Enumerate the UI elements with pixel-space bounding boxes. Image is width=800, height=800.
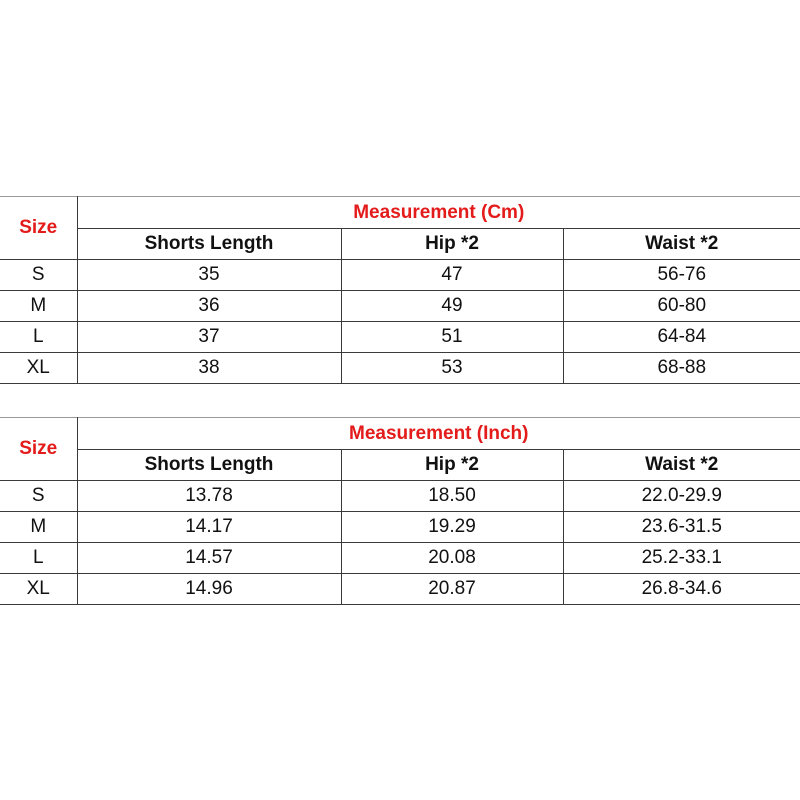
size-header: Size: [0, 418, 77, 481]
table-row: [0, 481, 800, 512]
hip-cell: 51: [341, 322, 563, 353]
hip-cell: 19.29: [341, 512, 563, 543]
table-row: [0, 291, 800, 322]
hip-cell: 18.50: [341, 481, 563, 512]
table-row: [0, 543, 800, 574]
size-cell: S: [0, 481, 77, 512]
shorts-length-cell: 36: [77, 291, 341, 322]
waist-cell: 25.2-33.1: [563, 543, 800, 574]
shorts-length-cell: 14.96: [77, 574, 341, 605]
measurement-title: Measurement (Cm): [77, 197, 800, 229]
waist-cell: 64-84: [563, 322, 800, 353]
waist-cell: 23.6-31.5: [563, 512, 800, 543]
measurement-title: Measurement (Inch): [77, 418, 800, 450]
size-cell: M: [0, 291, 77, 322]
hip-cell: 53: [341, 353, 563, 384]
column-header-row: [0, 229, 800, 260]
size-cell: M: [0, 512, 77, 543]
shorts-length-cell: 13.78: [77, 481, 341, 512]
size-chart-inch: [0, 417, 800, 605]
table-header-row: [0, 197, 800, 229]
waist-cell: 60-80: [563, 291, 800, 322]
shorts-length-cell: 35: [77, 260, 341, 291]
column-header-row: [0, 450, 800, 481]
hip-cell: 47: [341, 260, 563, 291]
column-header-waist: Waist *2: [563, 229, 800, 260]
shorts-length-cell: 14.17: [77, 512, 341, 543]
size-chart-cm: [0, 196, 800, 384]
column-header-shorts-length: Shorts Length: [77, 229, 341, 260]
hip-cell: 49: [341, 291, 563, 322]
size-cell: L: [0, 322, 77, 353]
size-cell: XL: [0, 574, 77, 605]
shorts-length-cell: 38: [77, 353, 341, 384]
table-row: [0, 322, 800, 353]
hip-cell: 20.87: [341, 574, 563, 605]
size-cell: L: [0, 543, 77, 574]
size-cell: S: [0, 260, 77, 291]
waist-cell: 22.0-29.9: [563, 481, 800, 512]
table-row: [0, 574, 800, 605]
size-header: Size: [0, 197, 77, 260]
table-header-row: [0, 418, 800, 450]
shorts-length-cell: 37: [77, 322, 341, 353]
size-cell: XL: [0, 353, 77, 384]
waist-cell: 68-88: [563, 353, 800, 384]
shorts-length-cell: 14.57: [77, 543, 341, 574]
column-header-shorts-length: Shorts Length: [77, 450, 341, 481]
hip-cell: 20.08: [341, 543, 563, 574]
column-header-waist: Waist *2: [563, 450, 800, 481]
column-header-hip: Hip *2: [341, 229, 563, 260]
waist-cell: 56-76: [563, 260, 800, 291]
table-row: [0, 260, 800, 291]
table-row: [0, 512, 800, 543]
column-header-hip: Hip *2: [341, 450, 563, 481]
waist-cell: 26.8-34.6: [563, 574, 800, 605]
table-row: [0, 353, 800, 384]
